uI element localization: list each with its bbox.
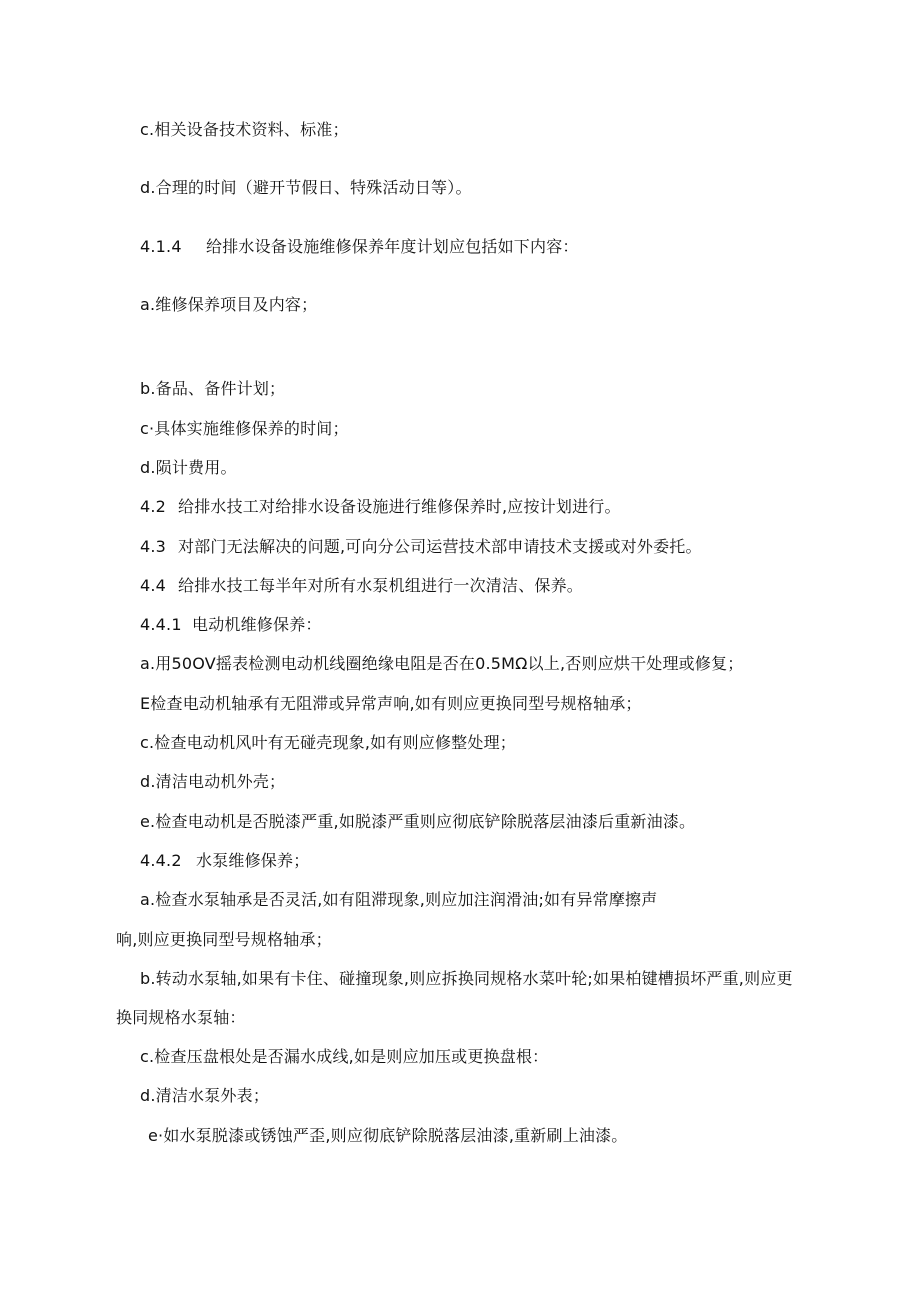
section-heading: 4.1.4 给排水设备设施维修保养年度计划应包括如下内容： <box>140 237 579 256</box>
text-line: c.检查电动机风叶有无碰壳现象,如有则应修整处理； <box>140 733 516 752</box>
section-number: 4.4.2 <box>140 851 182 870</box>
text-line: 响,则应更换同型号规格轴承； <box>116 930 332 949</box>
section-number: 4.4 <box>140 576 167 595</box>
text-line: c.相关设备技术资料、标准； <box>140 120 349 139</box>
text-line: d.清洁电动机外壳； <box>140 772 286 791</box>
text-line: a.维修保养项目及内容； <box>140 295 318 314</box>
text-line: c·具体实施维修保养的时间； <box>140 419 349 438</box>
text-line: d.陨计费用。 <box>140 458 237 477</box>
section-heading: 4.3 对部门无法解决的问题,可向分公司运营技术部申请技术支援或对外委托。 <box>140 537 702 556</box>
text-line: d.合理的时间（避开节假日、特殊活动日等）。 <box>140 178 472 197</box>
text-line: b.转动水泵轴,如果有卡住、碰撞现象,则应拆换同规格水菜叶轮;如果柏键槽损坏严重,则应更 <box>140 969 793 988</box>
text-line: b.备品、备件计划； <box>140 379 286 398</box>
text-line: d.清洁水泵外表； <box>140 1086 270 1105</box>
text-line: a.检查水泵轴承是否灵活,如有阻滞现象,则应加注润滑油;如有异常摩擦声 <box>140 890 658 909</box>
text-line: E检查电动机轴承有无阻滞或异常声响,如有则应更换同型号规格轴承； <box>140 694 642 713</box>
section-heading: 4.4 给排水技工每半年对所有水泵机组进行一次清洁、保养。 <box>140 576 584 595</box>
section-number: 4.4.1 <box>140 615 182 634</box>
text-line: a.用50OV摇表检测电动机线圈绝缘电阻是否在0.5MΩ以上,否则应烘干处理或修复； <box>140 654 744 673</box>
section-heading: 4.4.1 电动机维修保养： <box>140 615 322 634</box>
text-line: c.检查压盘根处是否漏水成线,如是则应加压或更换盘根： <box>140 1047 549 1066</box>
text-line: e.检查电动机是否脱漆严重,如脱漆严重则应彻底铲除脱落层油漆后重新油漆。 <box>140 812 696 831</box>
section-number: 4.3 <box>140 537 167 556</box>
text-line: e·如水泵脱漆或锈蚀严歪,则应彻底铲除脱落层油漆,重新刷上油漆。 <box>148 1126 628 1145</box>
section-heading: 4.2 给排水技工对给排水设备设施进行维修保养时,应按计划进行。 <box>140 497 621 516</box>
section-heading: 4.4.2 水泵维修保养； <box>140 851 310 870</box>
text-line: 换同规格水泵轴： <box>116 1008 246 1027</box>
section-number: 4.2 <box>140 497 167 516</box>
section-number: 4.1.4 <box>140 237 182 256</box>
